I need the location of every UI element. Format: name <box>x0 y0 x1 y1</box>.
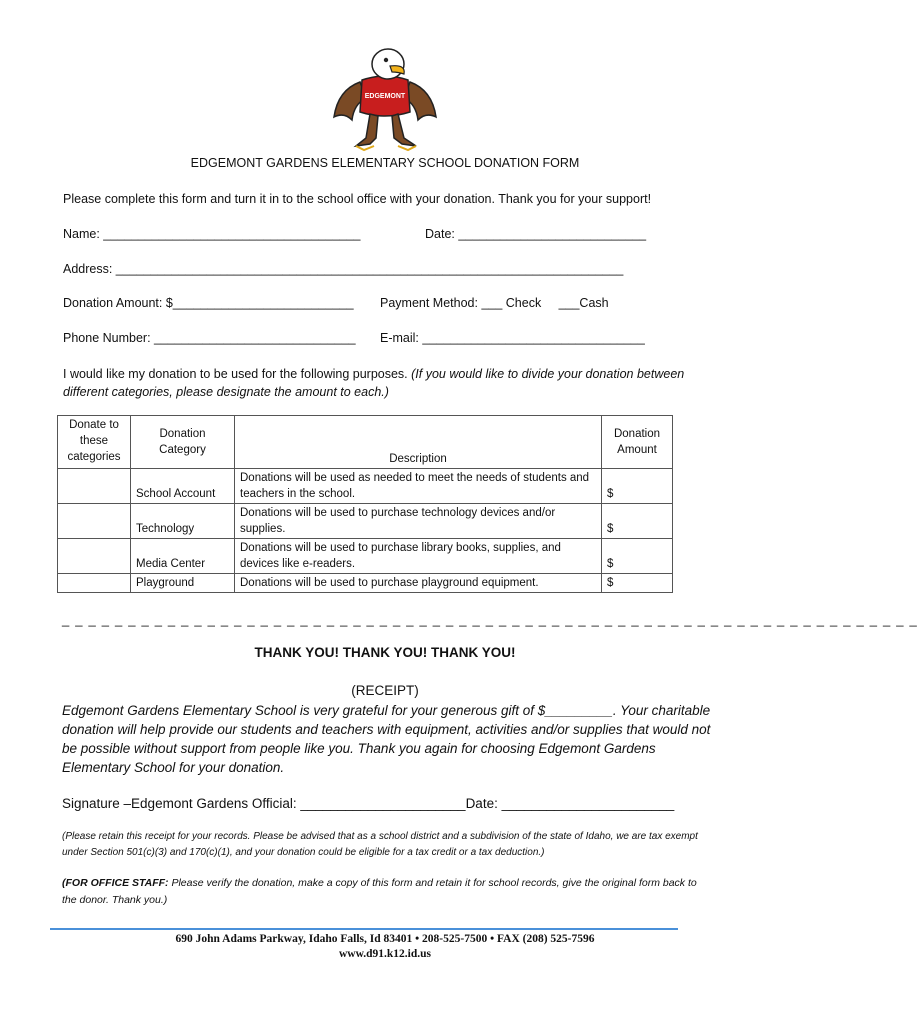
signature-field[interactable]: Signature –Edgemont Gardens Official: ______________________Date: _______________________ <box>62 796 675 811</box>
cut-line-divider: _ _ _ _ _ _ _ _ _ _ _ _ _ _ _ _ _ _ _ _ _ _ _ _ _ _ _ _ _ _ _ _ _ _ _ _ _ _ _ _ _ _ _ _ _ _ _ _ _ _ _ _ _ _ _ _ _ _ _ _ _ _ _ _ _ <box>62 612 918 627</box>
thank-you-heading: THANK YOU! THANK YOU! THANK YOU! <box>254 645 516 660</box>
donate-checkbox-cell[interactable] <box>58 539 131 574</box>
intro-text: Please complete this form and turn it in to the school office with your donation. Thank you for your support! <box>63 192 652 206</box>
header-category: Donation Category <box>131 416 235 469</box>
name-field[interactable]: Name: _____________________________________ <box>63 227 361 241</box>
office-staff-note <box>62 875 712 909</box>
purpose-text: I would like my donation to be used for the following purposes. <box>63 367 408 381</box>
purpose-instructions <box>63 365 713 401</box>
table-row <box>58 539 673 574</box>
category-cell: Media Center <box>131 539 235 574</box>
amount-cell[interactable]: $ <box>602 574 673 593</box>
footer <box>0 932 770 962</box>
office-staff-label: (FOR OFFICE STAFF: <box>62 877 169 889</box>
table-row <box>58 469 673 504</box>
form-title: EDGEMONT GARDENS ELEMENTARY SCHOOL DONATION FORM <box>190 156 580 170</box>
description-cell: Donations will be used to purchase technology devices and/or supplies. <box>235 504 602 539</box>
description-cell: Donations will be used to purchase library books, supplies, and devices like e-readers. <box>235 539 602 574</box>
category-cell: Playground <box>131 574 235 593</box>
office-staff-text: Please verify the donation, make a copy of this form and retain it for school records, give the original form back to the donor. Thank you.) <box>62 877 697 906</box>
header-donate: Donate to these categories <box>58 416 131 469</box>
category-cell: School Account <box>131 469 235 504</box>
purpose-italic-note: (If you would like to divide your donation between different categories, please designate the amount to each.) <box>63 367 685 399</box>
table-row <box>58 504 673 539</box>
tax-exempt-note: (Please retain this receipt for your records. Please be advised that as a school district and a subdivision of the state of Idaho, we are tax exempt under Section 501(c)(3) and 170(c)(1), and your donation could be eligible for a tax credit or a tax deduction.) <box>62 831 698 858</box>
header-amount: Donation Amount <box>602 416 673 469</box>
school-mascot-logo <box>330 42 440 154</box>
footer-divider <box>50 928 678 930</box>
receipt-heading: (RECEIPT) <box>351 683 419 698</box>
amount-cell[interactable]: $ <box>602 539 673 574</box>
header-description: Description <box>235 416 602 469</box>
footer-address: 690 John Adams Parkway, Idaho Falls, Id 83401 • 208-525-7500 • FAX (208) 525-7596 <box>175 933 595 945</box>
donation-amount-field[interactable]: Donation Amount: $__________________________ <box>63 296 354 310</box>
phone-field[interactable]: Phone Number: _____________________________ <box>63 331 356 345</box>
amount-cell[interactable]: $ <box>602 504 673 539</box>
date-field[interactable]: Date: ___________________________ <box>425 227 647 241</box>
description-cell: Donations will be used as needed to meet the needs of students and teachers in the school. <box>235 469 602 504</box>
email-field[interactable]: E-mail: ________________________________ <box>380 331 645 345</box>
mascot-shirt-text: EDGEMONT <box>364 93 406 100</box>
donate-checkbox-cell[interactable] <box>58 574 131 593</box>
donate-checkbox-cell[interactable] <box>58 504 131 539</box>
donate-checkbox-cell[interactable] <box>58 469 131 504</box>
description-cell: Donations will be used to purchase playground equipment. <box>235 574 602 593</box>
category-cell: Technology <box>131 504 235 539</box>
payment-method-field[interactable]: Payment Method: ___ Check ___Cash <box>380 296 609 310</box>
receipt-body: Edgemont Gardens Elementary School is very grateful for your generous gift of $_________. Your charitable donation will help provide our students and teachers with equipment, activities and/or supplies that would not be possible without support from people like you. Thank you again for choosing Edgemont Gardens Elementary School for your donation. <box>62 703 711 775</box>
footer-website[interactable]: www.d91.k12.id.us <box>338 948 432 960</box>
table-header-row <box>58 416 673 469</box>
donation-categories-table <box>57 415 673 593</box>
amount-cell[interactable]: $ <box>602 469 673 504</box>
table-row <box>58 574 673 593</box>
address-field[interactable]: Address: _________________________________________________________________________ <box>63 262 624 276</box>
